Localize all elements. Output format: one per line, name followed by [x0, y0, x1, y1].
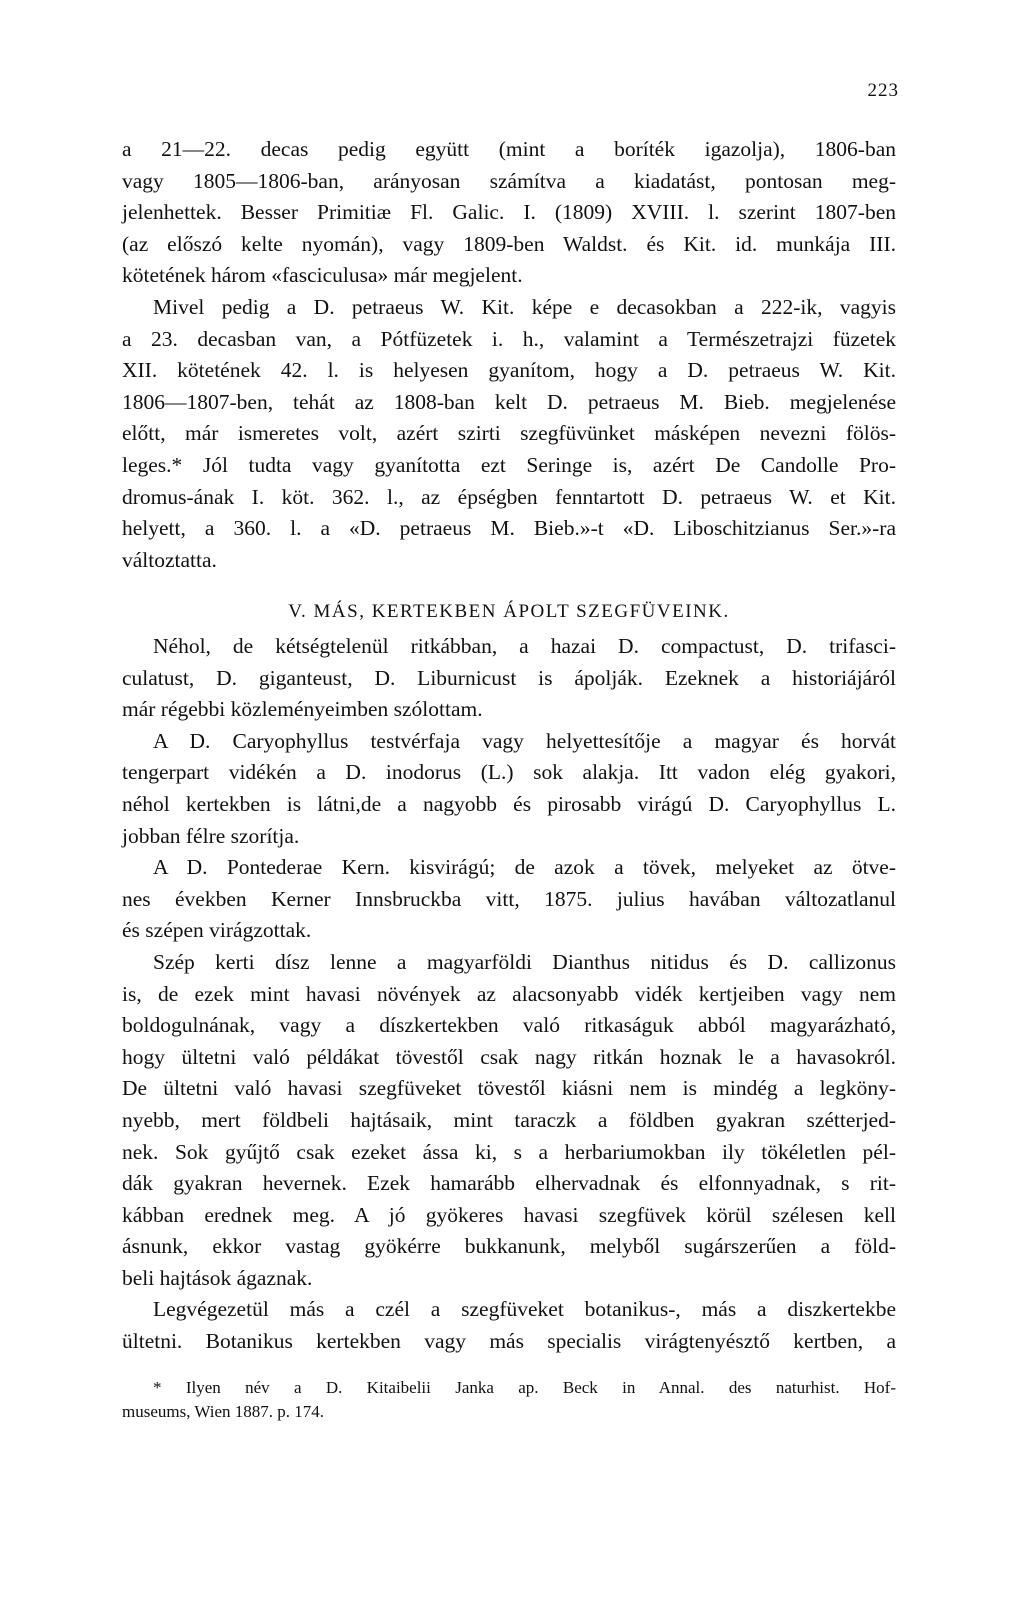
section-heading: V. MÁS, KERTEKBEN ÁPOLT SZEGFÜVEINK. [288, 601, 730, 622]
text-line: előtt, már ismeretes volt, azért szirti szegfüvünket másképen nevezni fölös- [122, 421, 896, 446]
text-line: XII. kötetének 42. l. is helyesen gyanítom, hogy a D. petraeus W. Kit. [122, 358, 896, 383]
text-line: nes években Kerner Innsbruckba vitt, 1875. julius havában változatlanul [122, 886, 896, 911]
text-line: leges.* Jól tudta vagy gyanította ezt Seringe is, azért De Candolle Pro- [122, 452, 896, 477]
text-line: dromus-ának I. köt. 362. l., az épségben fenntartott D. petraeus W. et Kit. [122, 484, 896, 509]
text-line: culatust, D. giganteust, D. Liburnicust is ápolják. Ezeknek a historiájáról [122, 665, 896, 690]
text-line: nek. Sok gyűjtő csak ezeket ássa ki, s a herbariumokban ily tökéletlen pél- [122, 1139, 896, 1164]
text-line: kábban erednek meg. A jó gyökeres havasi szegfüvek körül szélesen kell [122, 1202, 896, 1227]
paragraph-group-top [122, 134, 896, 576]
text-line: Néhol, de kétségtelenül ritkábban, a hazai D. compactust, D. trifasci- [153, 634, 896, 658]
text-line: 1806—1807-ben, tehát az 1808-ban kelt D. petraeus M. Bieb. megjelenése [122, 389, 896, 414]
text-line: változtatta. [122, 547, 217, 572]
text-line: beli hajtások ágaznak. [122, 1265, 313, 1290]
text-line: jelenhettek. Besser Primitiæ Fl. Galic. I. (1809) XVIII. l. szerint 1807-ben [122, 200, 896, 225]
text-line: is, de ezek mint havasi növények az alacsonyabb vidék kertjeiben vagy nem [122, 981, 896, 1006]
text-line: vagy 1805—1806-ban, arányosan számítva a kiadatást, pontosan meg- [122, 168, 896, 193]
text-line: a 23. decasban van, a Pótfüzetek i. h., valamint a Természetrajzi füzetek [122, 326, 896, 351]
text-line: ásnunk, ekkor vastag gyökérre bukkanunk, melyből sugárszerűen a föld- [122, 1234, 896, 1259]
text-line: Legvégezetül más a czél a szegfüveket botanikus-, más a diszkertekbe [153, 1297, 896, 1322]
footnote [122, 1376, 896, 1424]
text-line: és szépen virágzottak. [122, 918, 312, 943]
text-line: már régebbi közleményeimben szólottam. [122, 697, 483, 722]
text-line: A D. Caryophyllus testvérfaja vagy helyettesítője a magyar és horvát [153, 728, 896, 753]
paragraph-group-bottom [122, 631, 896, 1358]
footnote-line: * Ilyen név a D. Kitaibelii Janka ap. Beck in Annal. des naturhist. Hof- [153, 1378, 896, 1397]
text-line: boldogulnának, vagy a díszkertekben való ritkaságuk abból magyarázható, [122, 1013, 896, 1038]
text-line: hogy ültetni való példákat tövestől csak nagy ritkán hoznak le a havasokról. [122, 1044, 896, 1069]
text-line: jobban félre szorítja. [122, 823, 300, 848]
text-line: néhol kertekben is látni,de a nagyobb és pirosabb virágú D. Caryophyllus L. [122, 791, 896, 816]
text-line: A D. Pontederae Kern. kisvirágú; de azok a tövek, melyeket az ötve- [153, 855, 896, 880]
text-line: nyebb, mert földbeli hajtásaik, mint taraczk a földben gyakran szétterjed- [122, 1107, 896, 1132]
text-line: kötetének három «fasciculusa» már megjelent. [122, 263, 523, 288]
text-line: dák gyakran hevernek. Ezek hamarább elhervadnak és elfonnyadnak, s rit- [122, 1171, 896, 1196]
text-line: De ültetni való havasi szegfüveket tövestől kiásni nem is mindég a legköny- [122, 1076, 896, 1101]
text-line: Mivel pedig a D. petraeus W. Kit. képe e decasokban a 222-ik, vagyis [153, 294, 896, 319]
text-line: Szép kerti dísz lenne a magyarföldi Dianthus nitidus és D. callizonus [153, 949, 896, 974]
text-line: helyett, a 360. l. a «D. petraeus M. Bieb.»-t «D. Liboschitzianus Ser.»-ra [122, 516, 896, 541]
text-line: ültetni. Botanikus kertekben vagy más specialis virágtenyésztő kertben, a [122, 1329, 896, 1354]
footnote-line: museums, Wien 1887. p. 174. [122, 1402, 325, 1421]
text-line: a 21—22. decas pedig együtt (mint a boríték igazolja), 1806-ban [122, 137, 896, 161]
text-line: (az előszó kelte nyomán), vagy 1809-ben Waldst. és Kit. id. munkája III. [122, 231, 896, 256]
page-number: 223 [867, 80, 899, 101]
text-line: tengerpart vidékén a D. inodorus (L.) sok alakja. Itt vadon elég gyakori, [122, 760, 896, 785]
